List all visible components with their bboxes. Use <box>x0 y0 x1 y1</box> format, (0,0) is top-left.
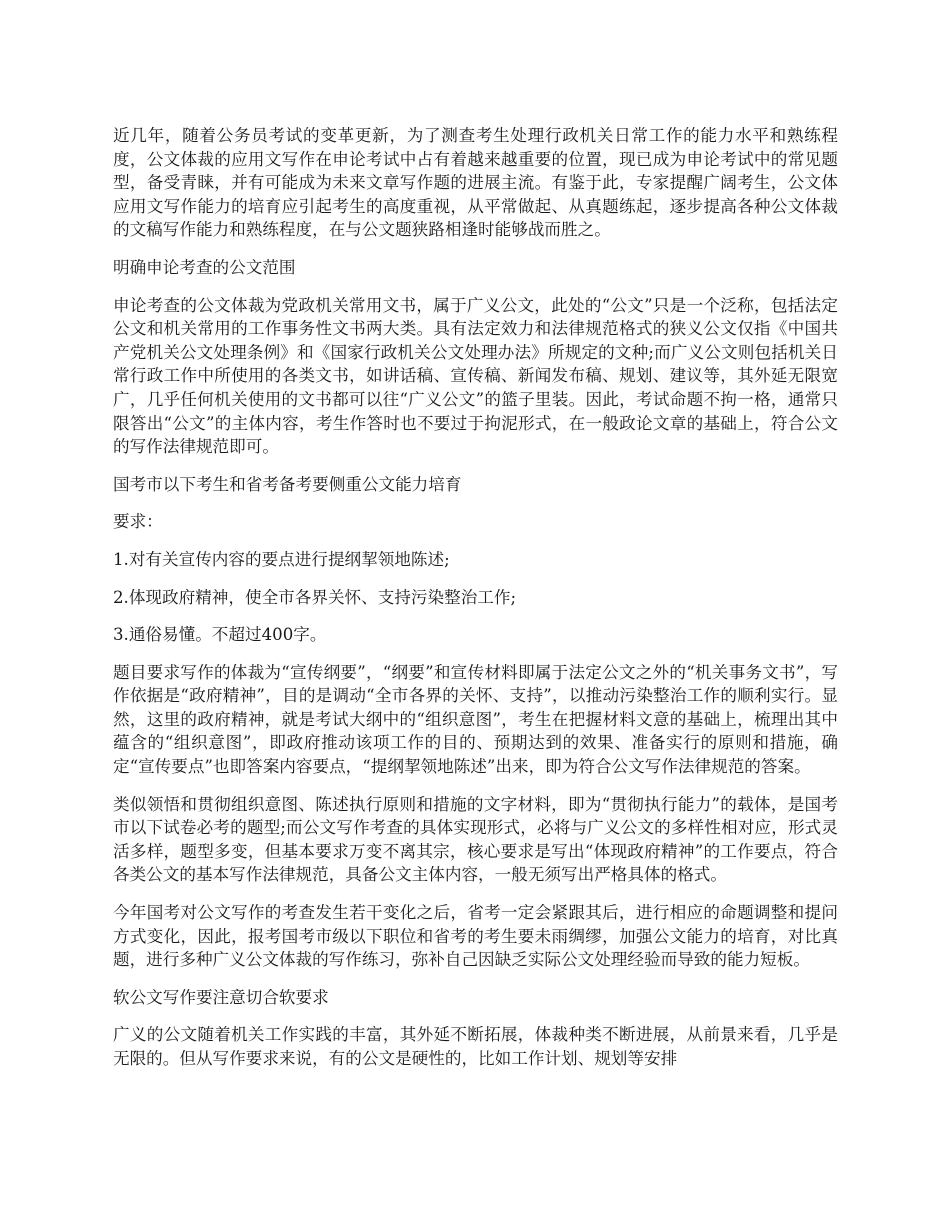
requirement-item-1: 1.对有关宣传内容的要点进行提纲挈领地陈述; <box>113 549 450 569</box>
scope-paragraph: 申论考查的公文体裁为党政机关常用文书，属于广义公文，此处的“公文”只是一个泛称，包括法定公文和机关常用的工作事务性文书两大类。具有法定效力和法律规范格式的狭义公文仅指《中国共产党机关公文处理条例》和《国家行政机关公文处理办法》所规定的文种;而广义公文则包括机关日常行政工作中所使用的各类文书，如讲话稿、宣传稿、新闻发布稿、规划、建议等，其外延无限宽广，几乎任何机关使用的文书都可以往“广义公文”的篮子里装。因此，考试命题不拘一格，通常只限答出“公文”的主体内容，考生作答时也不要过于拘泥形式，在一般政论文章的基础上，符合公文的写作法律规范即可。 <box>113 295 838 457</box>
soft-writing-paragraph: 广义的公文随着机关工作实践的丰富，其外延不断拓展，体裁种类不断进展，从前景来看，几乎是无限的。但从写作要求来说，有的公文是硬性的，比如工作计划、规划等安排 <box>113 1025 838 1068</box>
analysis-paragraph: 题目要求写作的体裁为“宣传纲要”，“纲要”和宣传材料即属于法定公文之外的“机关事务文书”，写作依据是“政府精神”，目的是调动“全市各界的关怀、支持”，以推动污染整治工作的顺利实行。显然，这里的政府精神，就是考试大纲中的“组织意图”，考生在把握材料文意的基础上，梳理出其中蕴含的“组织意图”，即政府推动该项工作的目的、预期达到的效果、准备实行的原则和措施，确定“宣传要点”也即答案内容要点，“提纲挈领地陈述”出来，即为符合公文写作法律规范的答案。 <box>113 662 838 777</box>
requirements-label: 要求： <box>113 512 163 532</box>
requirement-item-3: 3.通俗易懂。不超过400字。 <box>113 625 327 645</box>
requirement-item-2: 2.体现政府精神，使全市各界关怀、支持污染整治工作; <box>113 587 517 607</box>
document-body <box>113 124 838 1085</box>
section-heading-scope: 明确申论考查的公文范围 <box>113 257 296 277</box>
intro-paragraph: 近几年，随着公务员考试的变革更新，为了测查考生处理行政机关日常工作的能力水平和熟练程度，公文体裁的应用文写作在申论考试中占有着越来越重要的位置，现已成为申论考试中的常见题型，备受青睐，并有可能成为未来文章写作题的进展主流。有鉴于此，专家提醒广阔考生，公文体应用文写作能力的培育应引起考生的高度重视，从平常做起、从真题练起，逐步提高各种公文体裁的文稿写作能力和熟练程度，在与公文题狭路相逢时能够战而胜之。 <box>113 126 838 240</box>
execution-paragraph: 类似领悟和贯彻组织意图、陈述执行原则和措施的文字材料，即为“贯彻执行能力”的载体，是国考市以下试卷必考的题型;而公文写作考查的具体实现形式，必将与广义公文的多样性相对应，形式灵活多样，题型多变，但基本要求万变不离其宗，核心要求是写出“体现政府精神”的工作要点，符合各类公文的基本写作法律规范，具备公文主体内容，一般无须写出严格具体的格式。 <box>113 794 838 885</box>
section-heading-soft: 软公文写作要注意切合软要求 <box>113 987 329 1007</box>
section-heading-training: 国考市以下考生和省考备考要侧重公文能力培育 <box>113 474 462 494</box>
exam-change-paragraph: 今年国考对公文写作的考查发生若干变化之后，省考一定会紧跟其后，进行相应的命题调整和提问方式变化，因此，报考国考市级以下职位和省考的考生要未雨绸缪，加强公文能力的培育，对比真题，进行多种广义公文体裁的写作练习，弥补自己因缺乏实际公文处理经验而导致的能力短板。 <box>113 903 838 970</box>
